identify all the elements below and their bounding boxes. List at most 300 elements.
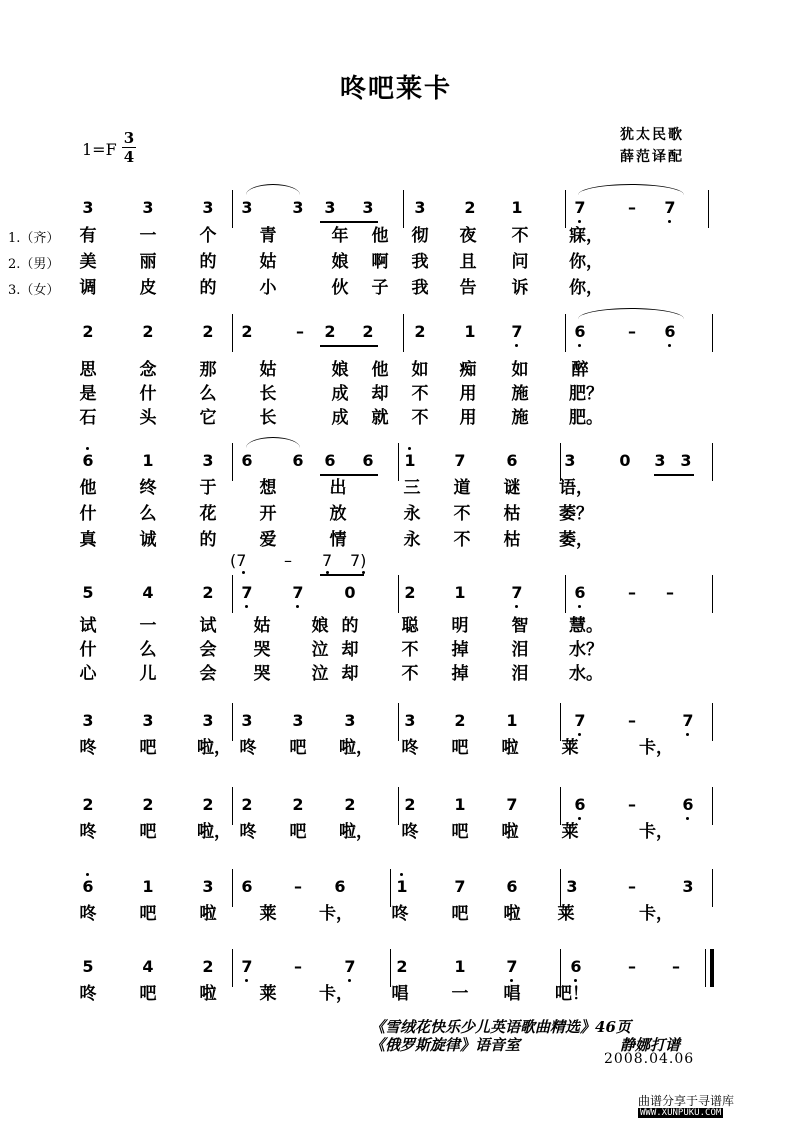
note bbox=[462, 198, 478, 218]
date: 2008.04.06 bbox=[604, 1051, 695, 1067]
note-value: – bbox=[672, 957, 680, 976]
bar-line bbox=[712, 314, 713, 352]
note bbox=[572, 583, 588, 603]
music-system bbox=[0, 190, 792, 230]
note bbox=[509, 583, 525, 603]
note-value: 2 bbox=[396, 957, 408, 976]
note bbox=[662, 583, 678, 603]
lyric-syllable: 你， bbox=[569, 278, 603, 298]
note-value: 2 bbox=[142, 322, 154, 341]
lyric-syllable: 不 bbox=[411, 408, 429, 428]
bar-line bbox=[560, 869, 561, 907]
lyric-syllable: 卡， bbox=[319, 984, 353, 1004]
lyric-syllable: 咚 bbox=[79, 738, 97, 758]
note bbox=[617, 451, 633, 471]
lyric-syllable: 语， bbox=[559, 478, 593, 498]
bar-line bbox=[398, 443, 399, 481]
note-value: 4 bbox=[142, 957, 154, 976]
note-value: 2 bbox=[241, 795, 253, 814]
note-value: 1 bbox=[454, 795, 466, 814]
lyric-syllable: 什 bbox=[139, 384, 157, 404]
note bbox=[572, 711, 588, 731]
note-value: 3 bbox=[202, 198, 214, 217]
lyric-syllable: 娘 bbox=[331, 360, 349, 380]
note bbox=[680, 877, 696, 897]
note bbox=[509, 322, 525, 342]
eighth-beam bbox=[320, 345, 378, 347]
lyric-syllable: 却 bbox=[341, 664, 359, 684]
note bbox=[678, 451, 694, 471]
note-value: 5 bbox=[82, 957, 94, 976]
note-value: 6 bbox=[334, 877, 346, 896]
lyric-syllable: 泣 bbox=[311, 664, 329, 684]
low-octave-dot bbox=[574, 979, 577, 982]
lyric-syllable: 啦 bbox=[501, 822, 519, 842]
lyric-syllable: 咚 bbox=[79, 984, 97, 1004]
high-octave-dot bbox=[400, 873, 403, 876]
lyric-syllable: 吧 bbox=[451, 904, 469, 924]
note-value: 6 bbox=[324, 451, 336, 470]
note bbox=[80, 451, 96, 471]
credit-origin: 犹太民歌 bbox=[620, 127, 684, 143]
note-value: 1 bbox=[454, 583, 466, 602]
eighth-beam bbox=[320, 574, 364, 576]
note-value: 2 bbox=[404, 583, 416, 602]
note-value: – bbox=[628, 795, 636, 814]
lyric-syllable: 咚 bbox=[79, 904, 97, 924]
lyric-syllable: 唱 bbox=[391, 984, 409, 1004]
note bbox=[342, 957, 358, 977]
note-value: 7 bbox=[506, 957, 518, 976]
note-value: 2 bbox=[202, 322, 214, 341]
note-value: 2 bbox=[414, 322, 426, 341]
note-value: – bbox=[628, 711, 636, 730]
lyric-syllable: 卡， bbox=[639, 822, 673, 842]
lyric-syllable: 施 bbox=[511, 384, 529, 404]
note-value: 5 bbox=[82, 583, 94, 602]
low-octave-dot bbox=[515, 605, 518, 608]
lyric-syllable: 吧！ bbox=[555, 984, 589, 1004]
note bbox=[624, 198, 640, 218]
note-value: 3 bbox=[404, 711, 416, 730]
note bbox=[504, 957, 520, 977]
note bbox=[140, 877, 156, 897]
lyric-syllable: 啦， bbox=[197, 738, 231, 758]
lyric-syllable: 莱 bbox=[557, 904, 575, 924]
note-value: 2 bbox=[404, 795, 416, 814]
bar-line bbox=[565, 190, 566, 228]
lyric-syllable: 试 bbox=[199, 616, 217, 636]
lyric-syllable: 咚 bbox=[239, 738, 257, 758]
lyric-syllable: 是 bbox=[79, 384, 97, 404]
note-value: 6 bbox=[292, 451, 304, 470]
lyric-syllable: 爱 bbox=[259, 530, 277, 550]
note-value: – bbox=[294, 877, 302, 896]
note bbox=[140, 957, 156, 977]
note-value: 1 bbox=[396, 877, 408, 896]
note-value: 7 bbox=[454, 451, 466, 470]
high-octave-dot bbox=[86, 873, 89, 876]
low-octave-dot bbox=[348, 979, 351, 982]
lyric-syllable: 啦 bbox=[199, 984, 217, 1004]
note bbox=[80, 957, 96, 977]
note bbox=[239, 198, 255, 218]
note bbox=[624, 583, 640, 603]
note bbox=[239, 711, 255, 731]
slur bbox=[246, 184, 300, 195]
lyric-syllable: 吧 bbox=[289, 738, 307, 758]
note-value: 7 bbox=[292, 583, 304, 602]
bar-line bbox=[232, 314, 233, 352]
note bbox=[452, 583, 468, 603]
lyric-syllable: 却 bbox=[341, 640, 359, 660]
note bbox=[292, 322, 308, 342]
lyric-syllable: 哭 bbox=[253, 664, 271, 684]
lyric-syllable: 啊 bbox=[371, 252, 389, 272]
note-value: 6 bbox=[241, 451, 253, 470]
note-value: 3 bbox=[142, 198, 154, 217]
bar-line bbox=[560, 787, 561, 825]
lyric-syllable: 试 bbox=[79, 616, 97, 636]
lyric-syllable: 却 bbox=[371, 384, 389, 404]
lyric-syllable: 娘 bbox=[331, 252, 349, 272]
note-value: 3 bbox=[344, 711, 356, 730]
lyric-syllable: 莱 bbox=[561, 738, 579, 758]
lyric-syllable: 我 bbox=[411, 278, 429, 298]
bar-line bbox=[398, 787, 399, 825]
note bbox=[662, 322, 678, 342]
low-octave-dot bbox=[510, 979, 513, 982]
note bbox=[200, 583, 216, 603]
note bbox=[624, 957, 640, 977]
note bbox=[290, 957, 306, 977]
lyric-syllable: 啦， bbox=[339, 822, 373, 842]
lyric-syllable: 醉 bbox=[571, 360, 589, 380]
lyric-syllable: 念 bbox=[139, 360, 157, 380]
lyric-syllable: 什 bbox=[79, 504, 97, 524]
lyric-syllable: 明 bbox=[451, 616, 469, 636]
lyric-syllable: 于 bbox=[199, 478, 217, 498]
lyric-syllable: 咚 bbox=[401, 738, 419, 758]
lyric-syllable: 我 bbox=[411, 252, 429, 272]
note bbox=[200, 322, 216, 342]
note-value: 0 bbox=[619, 451, 631, 470]
high-octave-dot bbox=[408, 447, 411, 450]
lyric-syllable: 出 bbox=[329, 478, 347, 498]
note bbox=[140, 711, 156, 731]
note bbox=[504, 711, 520, 731]
note-value: 3 bbox=[82, 711, 94, 730]
lyric-syllable: 啦， bbox=[339, 738, 373, 758]
note bbox=[360, 198, 376, 218]
bar-line bbox=[710, 949, 714, 987]
note-value: 2 bbox=[454, 711, 466, 730]
low-octave-dot bbox=[245, 605, 248, 608]
note bbox=[290, 451, 306, 471]
note bbox=[680, 711, 696, 731]
lyric-syllable: 终 bbox=[139, 478, 157, 498]
note bbox=[140, 322, 156, 342]
lyric-syllable: 吧 bbox=[139, 904, 157, 924]
note bbox=[452, 877, 468, 897]
note bbox=[572, 322, 588, 342]
bar-line bbox=[232, 190, 233, 228]
bar-line bbox=[232, 949, 233, 987]
lyric-syllable: 咚 bbox=[401, 822, 419, 842]
lyric-syllable: 啦， bbox=[197, 822, 231, 842]
lyric-syllable: 问 bbox=[511, 252, 529, 272]
lyric-syllable: 姑 bbox=[259, 360, 277, 380]
note bbox=[452, 957, 468, 977]
note-value: 6 bbox=[241, 877, 253, 896]
note bbox=[360, 451, 376, 471]
lyric-syllable: 水？ bbox=[569, 640, 603, 660]
lyric-syllable: 小 bbox=[259, 278, 277, 298]
slur bbox=[578, 308, 684, 319]
note bbox=[402, 451, 418, 471]
lyric-syllable: 痴 bbox=[459, 360, 477, 380]
note bbox=[239, 451, 255, 471]
note-value: 2 bbox=[464, 198, 476, 217]
note-value: 3 bbox=[680, 451, 692, 470]
note-value: 3 bbox=[292, 711, 304, 730]
note-value: 2 bbox=[82, 795, 94, 814]
note-value: 3 bbox=[142, 711, 154, 730]
lyric-syllable: 他 bbox=[371, 360, 389, 380]
bar-line bbox=[232, 869, 233, 907]
note bbox=[462, 322, 478, 342]
lyric-syllable: 用 bbox=[459, 408, 477, 428]
note-value: 2 bbox=[344, 795, 356, 814]
lyric-syllable: 皮 bbox=[139, 278, 157, 298]
note bbox=[342, 711, 358, 731]
low-octave-dot bbox=[296, 605, 299, 608]
bar-line bbox=[403, 190, 404, 228]
low-octave-dot bbox=[578, 817, 581, 820]
lyric-syllable: 长 bbox=[259, 408, 277, 428]
note-value: 6 bbox=[574, 795, 586, 814]
note-value: 7 bbox=[511, 583, 523, 602]
lyric-syllable: 它 bbox=[199, 408, 217, 428]
note-value: 1 bbox=[506, 711, 518, 730]
alt-note: (7 bbox=[230, 551, 246, 570]
note-value: 3 bbox=[82, 198, 94, 217]
note bbox=[668, 957, 684, 977]
lyric-syllable: 寐， bbox=[569, 226, 603, 246]
lyric-syllable: 泪 bbox=[511, 664, 529, 684]
note bbox=[572, 198, 588, 218]
note-value: 7 bbox=[241, 957, 253, 976]
note bbox=[322, 322, 338, 342]
note bbox=[402, 711, 418, 731]
low-octave-dot bbox=[578, 605, 581, 608]
lyric-syllable: 吧 bbox=[289, 822, 307, 842]
lyric-syllable: 卡， bbox=[639, 904, 673, 924]
note-value: 3 bbox=[564, 451, 576, 470]
bar-line bbox=[232, 703, 233, 741]
note bbox=[452, 711, 468, 731]
lyric-syllable: 哭 bbox=[253, 640, 271, 660]
lyric-syllable: 心 bbox=[79, 664, 97, 684]
lyric-syllable: 吧 bbox=[139, 822, 157, 842]
bar-line bbox=[712, 703, 713, 741]
note bbox=[402, 583, 418, 603]
lyric-syllable: 彻 bbox=[411, 226, 429, 246]
lyric-syllable: 姑 bbox=[259, 252, 277, 272]
note-value: 2 bbox=[292, 795, 304, 814]
lyric-syllable: 诚 bbox=[139, 530, 157, 550]
bar-line bbox=[708, 190, 709, 228]
note-value: 1 bbox=[464, 322, 476, 341]
note-value: 7 bbox=[574, 198, 586, 217]
note-value: 1 bbox=[511, 198, 523, 217]
note bbox=[239, 795, 255, 815]
music-system bbox=[0, 575, 792, 615]
lyric-syllable: 枯 bbox=[503, 504, 521, 524]
watermark-url: WWW.XUNPUKU.COM bbox=[640, 1108, 722, 1118]
note-value: – bbox=[296, 322, 304, 341]
lyric-syllable: 唱 bbox=[503, 984, 521, 1004]
lyric-syllable: 年 bbox=[331, 226, 349, 246]
low-octave-dot bbox=[668, 344, 671, 347]
lyric-syllable: 不 bbox=[411, 384, 429, 404]
lyric-syllable: 就 bbox=[371, 408, 389, 428]
note-value: 7 bbox=[344, 957, 356, 976]
note bbox=[239, 957, 255, 977]
lyric-syllable: 会 bbox=[199, 664, 217, 684]
note bbox=[564, 877, 580, 897]
note-value: 6 bbox=[506, 451, 518, 470]
note bbox=[402, 795, 418, 815]
bar-line bbox=[712, 575, 713, 613]
bar-line bbox=[398, 575, 399, 613]
lyric-syllable: 不 bbox=[401, 640, 419, 660]
lyric-syllable: 吧 bbox=[451, 822, 469, 842]
lyric-syllable: 那 bbox=[199, 360, 217, 380]
note bbox=[652, 451, 668, 471]
note-value: 4 bbox=[142, 583, 154, 602]
note-value: 2 bbox=[82, 322, 94, 341]
note bbox=[662, 198, 678, 218]
note bbox=[80, 322, 96, 342]
lyric-syllable: 青 bbox=[259, 226, 277, 246]
note-value: – bbox=[628, 583, 636, 602]
note bbox=[680, 795, 696, 815]
note-value: 2 bbox=[241, 322, 253, 341]
note-value: 7 bbox=[506, 795, 518, 814]
lyric-syllable: 诉 bbox=[511, 278, 529, 298]
note bbox=[360, 322, 376, 342]
lyric-syllable: 施 bbox=[511, 408, 529, 428]
note-value: 7 bbox=[574, 711, 586, 730]
note-value: – bbox=[628, 957, 636, 976]
lyric-syllable: 肥？ bbox=[569, 384, 603, 404]
note bbox=[200, 877, 216, 897]
lyric-syllable: 么 bbox=[139, 640, 157, 660]
note-value: 6 bbox=[82, 451, 94, 470]
eighth-beam bbox=[320, 221, 378, 223]
lyric-syllable: 花 bbox=[199, 504, 217, 524]
lyric-syllable: 泣 bbox=[311, 640, 329, 660]
lyric-syllable: 子 bbox=[371, 278, 389, 298]
lyric-syllable: 他 bbox=[371, 226, 389, 246]
bar-line bbox=[232, 443, 233, 481]
alt-note: 7 bbox=[322, 551, 332, 570]
lyric-syllable: 卡， bbox=[639, 738, 673, 758]
note bbox=[290, 877, 306, 897]
lyric-syllable: 慧。 bbox=[569, 616, 603, 636]
high-octave-dot bbox=[86, 447, 89, 450]
note bbox=[140, 795, 156, 815]
lyric-syllable: 不 bbox=[453, 530, 471, 550]
music-system bbox=[0, 314, 792, 354]
note-value: 7 bbox=[241, 583, 253, 602]
note-value: – bbox=[628, 877, 636, 896]
lyric-syllable: 姑 bbox=[253, 616, 271, 636]
note-value: 7 bbox=[454, 877, 466, 896]
note bbox=[290, 711, 306, 731]
low-octave-dot bbox=[686, 733, 689, 736]
note bbox=[200, 795, 216, 815]
lyric-syllable: 莱 bbox=[561, 822, 579, 842]
lyric-syllable: 智 bbox=[511, 616, 529, 636]
page-title: 咚吧莱卡 bbox=[339, 74, 452, 104]
low-octave-dot bbox=[668, 220, 671, 223]
note bbox=[332, 877, 348, 897]
lyric-syllable: 个 bbox=[199, 226, 217, 246]
note-value: 3 bbox=[202, 877, 214, 896]
note-value: – bbox=[294, 957, 302, 976]
lyric-syllable: 头 bbox=[139, 408, 157, 428]
note-value: 2 bbox=[202, 795, 214, 814]
source-melody: 《俄罗斯旋律》语音室 bbox=[370, 1036, 521, 1054]
lyric-syllable: 啦 bbox=[503, 904, 521, 924]
note bbox=[624, 877, 640, 897]
lyric-syllable: 聪 bbox=[401, 616, 419, 636]
note-value: 2 bbox=[202, 957, 214, 976]
note bbox=[624, 322, 640, 342]
note bbox=[572, 795, 588, 815]
note bbox=[562, 451, 578, 471]
note bbox=[200, 198, 216, 218]
note-value: 7 bbox=[664, 198, 676, 217]
note bbox=[80, 877, 96, 897]
note-value: 3 bbox=[202, 451, 214, 470]
transcriber: 静娜打谱 bbox=[620, 1036, 681, 1054]
lyric-syllable: 莱 bbox=[259, 904, 277, 924]
time-signature bbox=[122, 129, 136, 166]
lyric-syllable: 成 bbox=[331, 384, 349, 404]
note bbox=[200, 451, 216, 471]
lyric-syllable: 有 bbox=[79, 226, 97, 246]
low-octave-dot bbox=[578, 344, 581, 347]
note-value: 6 bbox=[362, 451, 374, 470]
bar-line bbox=[712, 443, 713, 481]
final-bar-line bbox=[705, 949, 706, 987]
lyric-syllable: 卡， bbox=[319, 904, 353, 924]
note bbox=[290, 795, 306, 815]
note-value: 2 bbox=[362, 322, 374, 341]
lyric-syllable: 不 bbox=[453, 504, 471, 524]
note-value: 3 bbox=[202, 711, 214, 730]
lyric-syllable: 想 bbox=[259, 478, 277, 498]
note-value: 6 bbox=[82, 877, 94, 896]
note-value: 3 bbox=[241, 198, 253, 217]
note-value: 0 bbox=[344, 583, 356, 602]
slur bbox=[246, 437, 300, 448]
note bbox=[200, 711, 216, 731]
note-value: 2 bbox=[324, 322, 336, 341]
